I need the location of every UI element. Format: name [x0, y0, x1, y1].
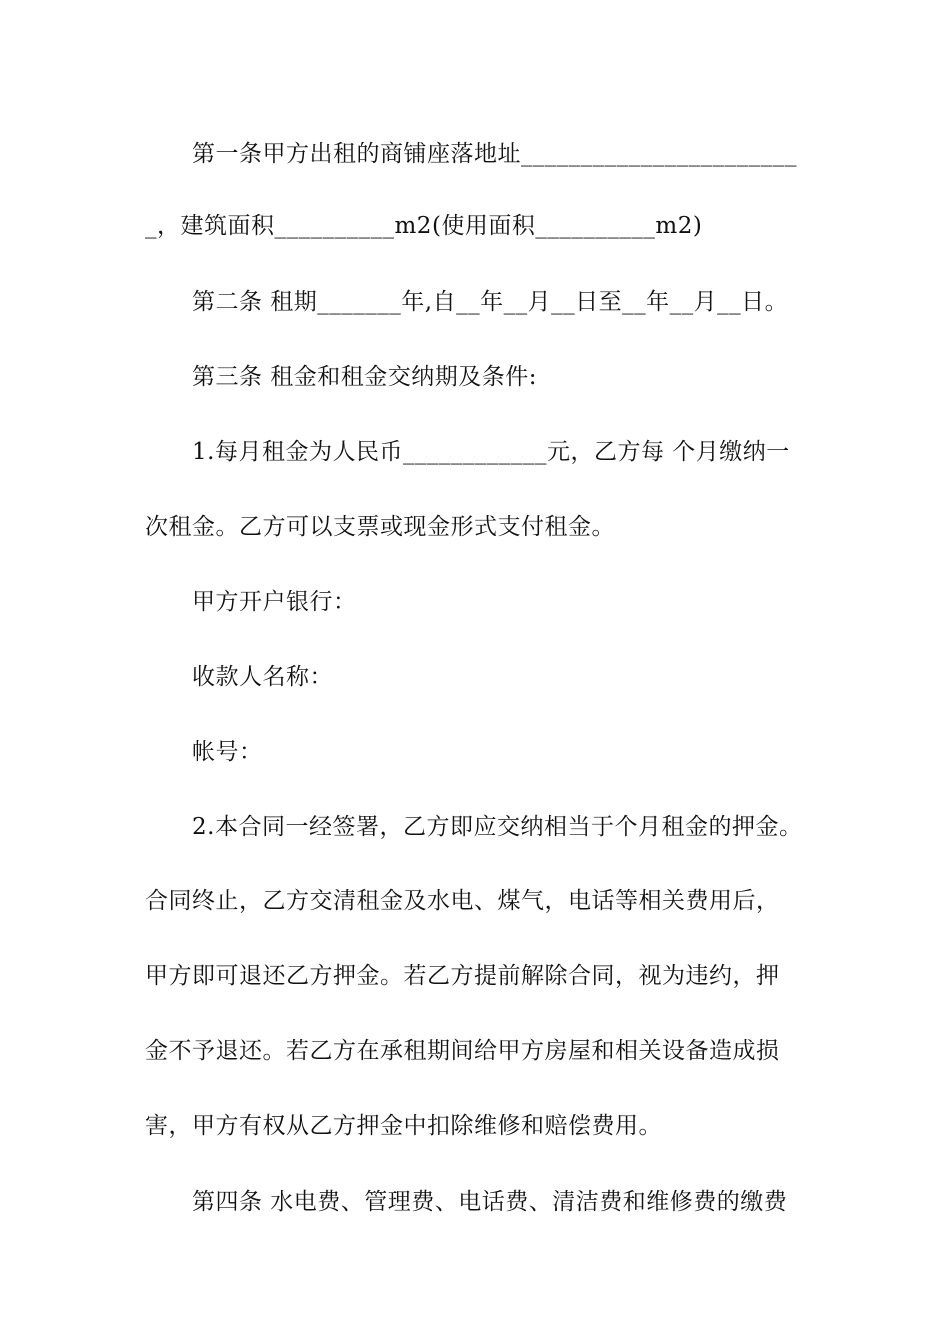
clause-1-address-line: 第一条甲方出租的商铺座落地址_______________________: [192, 141, 797, 167]
deposit-line-2: 合同终止，乙方交清租金及水电、煤气，电话等相关费用后，: [145, 888, 780, 914]
payee-label: 收款人名称：: [192, 664, 333, 690]
deposit-line-1: 2.本合同一经签署，乙方即应交纳相当于个月租金的押金。: [192, 814, 803, 840]
deposit-line-5: 害，甲方有权从乙方押金中扣除维修和赔偿费用。: [145, 1113, 662, 1139]
rent-amount-line: 1.每月租金为人民币____________元，乙方每 个月缴纳一: [192, 439, 790, 465]
deposit-line-4: 金不予退还。若乙方在承租期间给甲方房屋和相关设备造成损: [145, 1038, 780, 1064]
bank-label: 甲方开户银行：: [192, 589, 357, 615]
deposit-line-3: 甲方即可退还乙方押金。若乙方提前解除合同，视为违约，押: [145, 963, 780, 989]
account-label: 帐号：: [192, 739, 263, 765]
clause-4-heading: 第四条 水电费、管理费、电话费、清洁费和维修费的缴费: [192, 1189, 788, 1215]
clause-3-heading: 第三条 租金和租金交纳期及条件:: [192, 364, 538, 390]
clause-1-area-line: _，建筑面积__________m2(使用面积__________m2): [145, 213, 703, 239]
rent-payment-method-line: 次租金。乙方可以支票或现金形式支付租金。: [145, 514, 615, 540]
clause-2-term-line: 第二条 租期_______年,自__年__月__日至__年__月__日。: [192, 289, 789, 315]
